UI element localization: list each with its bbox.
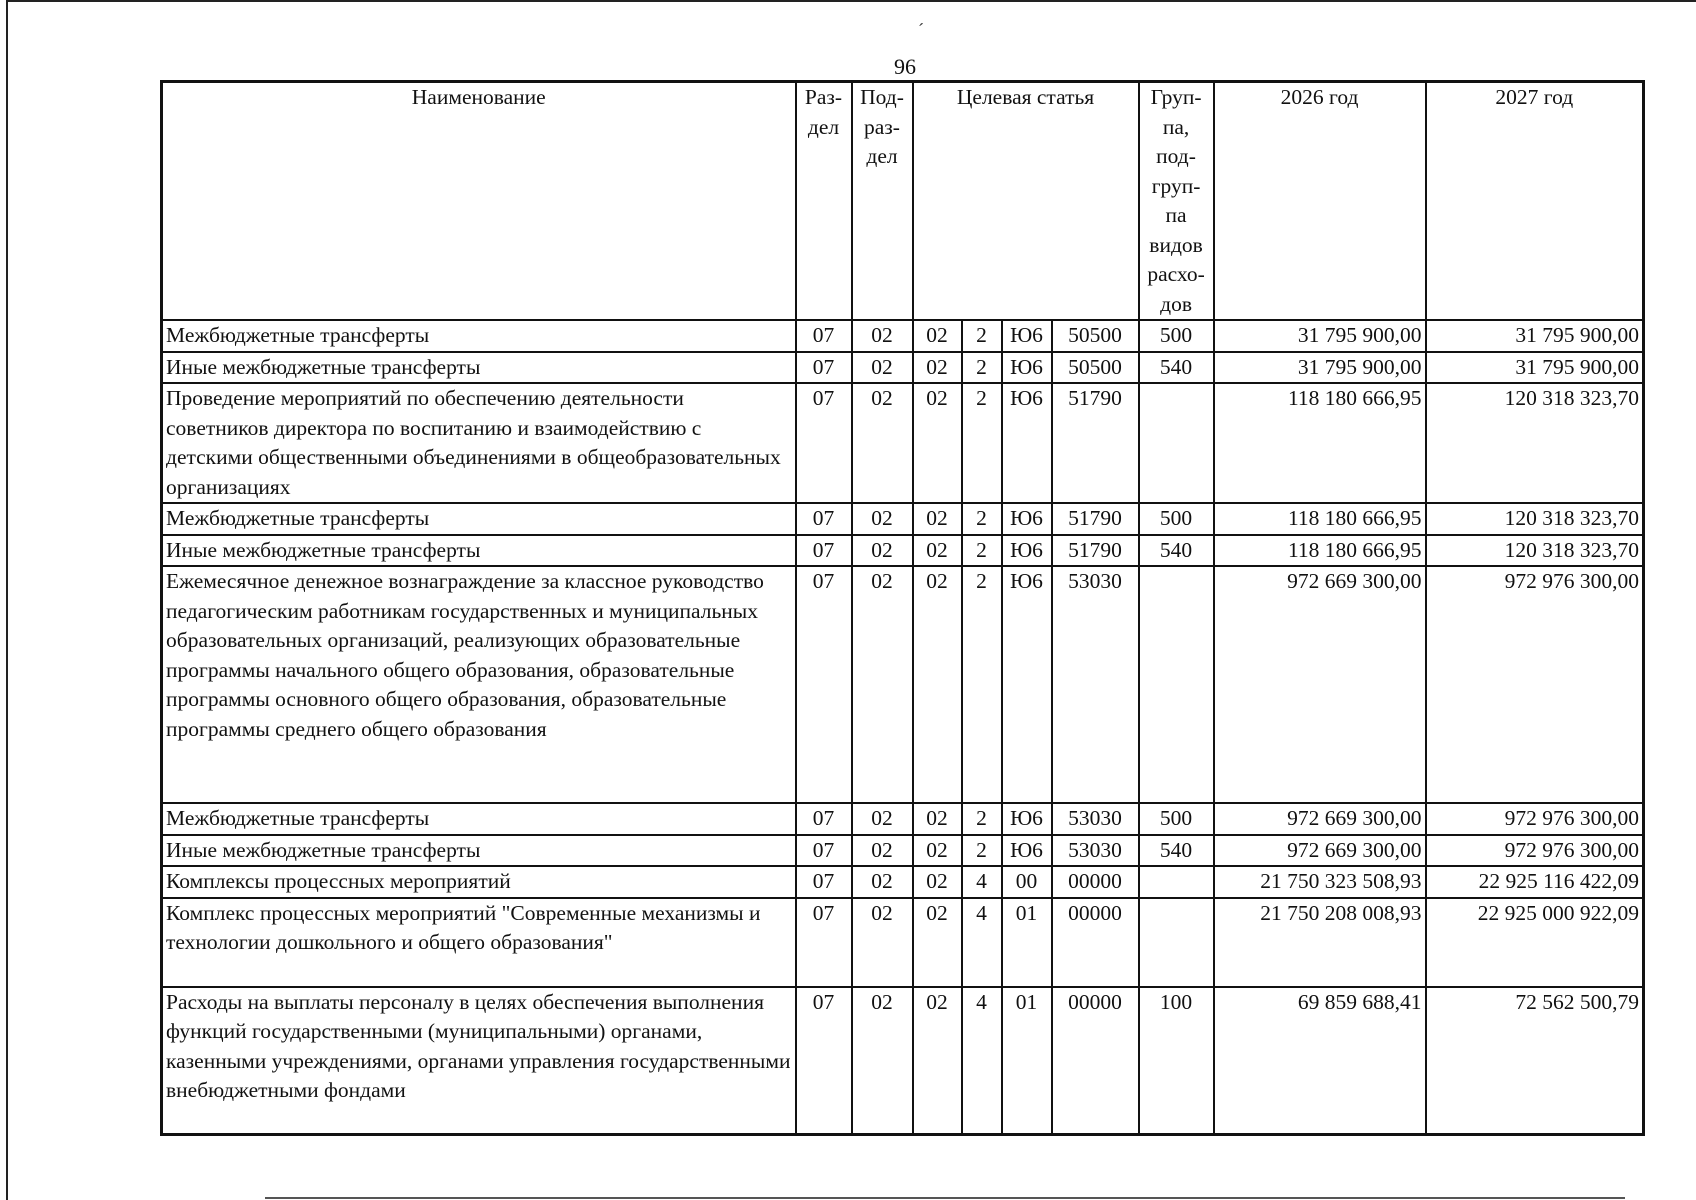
cell-2026: 972 669 300,00 (1214, 835, 1426, 867)
cell-name: Межбюджетные трансферты (162, 803, 796, 835)
cell-name: Комплексы процессных мероприятий (162, 866, 796, 898)
header-2027: 2027 год (1426, 82, 1644, 321)
cell-target-2: 2 (962, 320, 1002, 352)
table-row (162, 803, 1644, 835)
table-row (162, 383, 1644, 503)
cell-2026: 118 180 666,95 (1214, 503, 1426, 535)
cell-target-3: Ю6 (1002, 352, 1052, 384)
cell-target-3: Ю6 (1002, 566, 1052, 803)
table-row (162, 503, 1644, 535)
scan-mark: ´ (918, 20, 924, 40)
cell-target-3: Ю6 (1002, 803, 1052, 835)
cell-target-4: 53030 (1052, 803, 1139, 835)
table-row (162, 535, 1644, 567)
cell-target-2: 2 (962, 535, 1002, 567)
cell-name: Расходы на выплаты персоналу в целях обеспечения выполнения функций государственными (муниципальными) органами, казенными учреждениями, органами управления государственными внебюджетными фондами (162, 987, 796, 1135)
cell-group: 500 (1139, 320, 1214, 352)
cell-target-4: 00000 (1052, 866, 1139, 898)
cell-2026: 118 180 666,95 (1214, 383, 1426, 503)
cell-target-1: 02 (913, 566, 962, 803)
cell-name: Иные межбюджетные трансферты (162, 352, 796, 384)
cell-podrazdel: 02 (852, 535, 913, 567)
cell-2027: 72 562 500,79 (1426, 987, 1644, 1135)
cell-target-1: 02 (913, 898, 962, 987)
header-razdel: Раз-дел (796, 82, 852, 321)
cell-target-4: 50500 (1052, 352, 1139, 384)
cell-group: 540 (1139, 835, 1214, 867)
cell-target-4: 50500 (1052, 320, 1139, 352)
cell-target-2: 4 (962, 987, 1002, 1135)
cell-2026: 21 750 323 508,93 (1214, 866, 1426, 898)
table-row (162, 898, 1644, 987)
cell-podrazdel: 02 (852, 866, 913, 898)
cell-group (1139, 383, 1214, 503)
cell-name: Ежемесячное денежное вознаграждение за классное руководство педагогическим работникам государственных и муниципальных образовательных организаций, реализующих образовательные программы начального общего образования, образовательные программы основного общего образования, образовательные программы среднего общего образования (162, 566, 796, 803)
cell-name: Иные межбюджетные трансферты (162, 835, 796, 867)
cell-target-1: 02 (913, 503, 962, 535)
cell-target-3: 01 (1002, 987, 1052, 1135)
cell-target-1: 02 (913, 383, 962, 503)
header-name: Наименование (162, 82, 796, 321)
cell-target-4: 00000 (1052, 987, 1139, 1135)
page-number: 96 (894, 54, 916, 79)
cell-target-1: 02 (913, 320, 962, 352)
cell-target-1: 02 (913, 866, 962, 898)
cell-target-1: 02 (913, 835, 962, 867)
scan-border-left (6, 0, 8, 1200)
cell-target-4: 53030 (1052, 566, 1139, 803)
cell-target-3: 00 (1002, 866, 1052, 898)
cell-group: 540 (1139, 352, 1214, 384)
cell-target-2: 4 (962, 898, 1002, 987)
table-row (162, 835, 1644, 867)
cell-podrazdel: 02 (852, 383, 913, 503)
cell-podrazdel: 02 (852, 352, 913, 384)
cell-razdel: 07 (796, 352, 852, 384)
cell-target-2: 2 (962, 352, 1002, 384)
cell-2026: 118 180 666,95 (1214, 535, 1426, 567)
cell-2027: 972 976 300,00 (1426, 835, 1644, 867)
cell-target-4: 51790 (1052, 383, 1139, 503)
cell-target-3: 01 (1002, 898, 1052, 987)
cell-group: 500 (1139, 503, 1214, 535)
cell-2027: 120 318 323,70 (1426, 535, 1644, 567)
cell-2027: 120 318 323,70 (1426, 503, 1644, 535)
cell-podrazdel: 02 (852, 898, 913, 987)
cell-target-2: 2 (962, 835, 1002, 867)
cell-group (1139, 898, 1214, 987)
header-podrazdel: Под-раз-дел (852, 82, 913, 321)
cell-target-2: 2 (962, 566, 1002, 803)
cell-razdel: 07 (796, 566, 852, 803)
cell-razdel: 07 (796, 503, 852, 535)
table-row (162, 566, 1644, 803)
cell-2027: 22 925 000 922,09 (1426, 898, 1644, 987)
cell-2027: 972 976 300,00 (1426, 566, 1644, 803)
cell-podrazdel: 02 (852, 835, 913, 867)
cell-razdel: 07 (796, 866, 852, 898)
cell-group: 500 (1139, 803, 1214, 835)
cell-podrazdel: 02 (852, 503, 913, 535)
cell-2027: 22 925 116 422,09 (1426, 866, 1644, 898)
cell-target-3: Ю6 (1002, 835, 1052, 867)
scan-border-top (6, 0, 1696, 2)
cell-name: Межбюджетные трансферты (162, 320, 796, 352)
cell-target-2: 4 (962, 866, 1002, 898)
cell-target-1: 02 (913, 803, 962, 835)
cell-target-3: Ю6 (1002, 503, 1052, 535)
cell-group: 540 (1139, 535, 1214, 567)
cell-2026: 21 750 208 008,93 (1214, 898, 1426, 987)
cell-2026: 69 859 688,41 (1214, 987, 1426, 1135)
cell-target-3: Ю6 (1002, 383, 1052, 503)
cell-target-2: 2 (962, 503, 1002, 535)
cell-name: Проведение мероприятий по обеспечению деятельности советников директора по воспитанию и взаимодействию с детскими общественными объединениями в общеобразовательных организациях (162, 383, 796, 503)
cell-2027: 31 795 900,00 (1426, 320, 1644, 352)
cell-group: 100 (1139, 987, 1214, 1135)
cell-2026: 31 795 900,00 (1214, 352, 1426, 384)
header-2026: 2026 год (1214, 82, 1426, 321)
cell-target-4: 51790 (1052, 535, 1139, 567)
cell-target-1: 02 (913, 987, 962, 1135)
cell-2026: 972 669 300,00 (1214, 803, 1426, 835)
table-row (162, 866, 1644, 898)
cell-razdel: 07 (796, 803, 852, 835)
table-row (162, 352, 1644, 384)
cell-podrazdel: 02 (852, 320, 913, 352)
header-row (162, 82, 1644, 321)
cell-razdel: 07 (796, 835, 852, 867)
cell-group (1139, 866, 1214, 898)
cell-razdel: 07 (796, 898, 852, 987)
cell-podrazdel: 02 (852, 803, 913, 835)
cell-name: Комплекс процессных мероприятий "Современные механизмы и технологии дошкольного и общего образования" (162, 898, 796, 987)
scan-border-bottom (265, 1197, 1625, 1199)
cell-name: Межбюджетные трансферты (162, 503, 796, 535)
cell-target-4: 00000 (1052, 898, 1139, 987)
cell-razdel: 07 (796, 987, 852, 1135)
cell-podrazdel: 02 (852, 987, 913, 1135)
cell-podrazdel: 02 (852, 566, 913, 803)
cell-2027: 120 318 323,70 (1426, 383, 1644, 503)
cell-target-1: 02 (913, 535, 962, 567)
cell-target-1: 02 (913, 352, 962, 384)
cell-target-2: 2 (962, 803, 1002, 835)
cell-target-3: Ю6 (1002, 535, 1052, 567)
budget-table (160, 80, 1645, 1136)
table-row (162, 987, 1644, 1135)
cell-target-3: Ю6 (1002, 320, 1052, 352)
header-group: Груп-па, под-груп-па видов расхо-дов (1139, 82, 1214, 321)
cell-2027: 31 795 900,00 (1426, 352, 1644, 384)
cell-2027: 972 976 300,00 (1426, 803, 1644, 835)
cell-target-4: 53030 (1052, 835, 1139, 867)
cell-name: Иные межбюджетные трансферты (162, 535, 796, 567)
header-target-article: Целевая статья (913, 82, 1139, 321)
cell-2026: 31 795 900,00 (1214, 320, 1426, 352)
cell-group (1139, 566, 1214, 803)
cell-target-4: 51790 (1052, 503, 1139, 535)
cell-razdel: 07 (796, 383, 852, 503)
cell-razdel: 07 (796, 320, 852, 352)
table-row (162, 320, 1644, 352)
cell-target-2: 2 (962, 383, 1002, 503)
cell-2026: 972 669 300,00 (1214, 566, 1426, 803)
cell-razdel: 07 (796, 535, 852, 567)
